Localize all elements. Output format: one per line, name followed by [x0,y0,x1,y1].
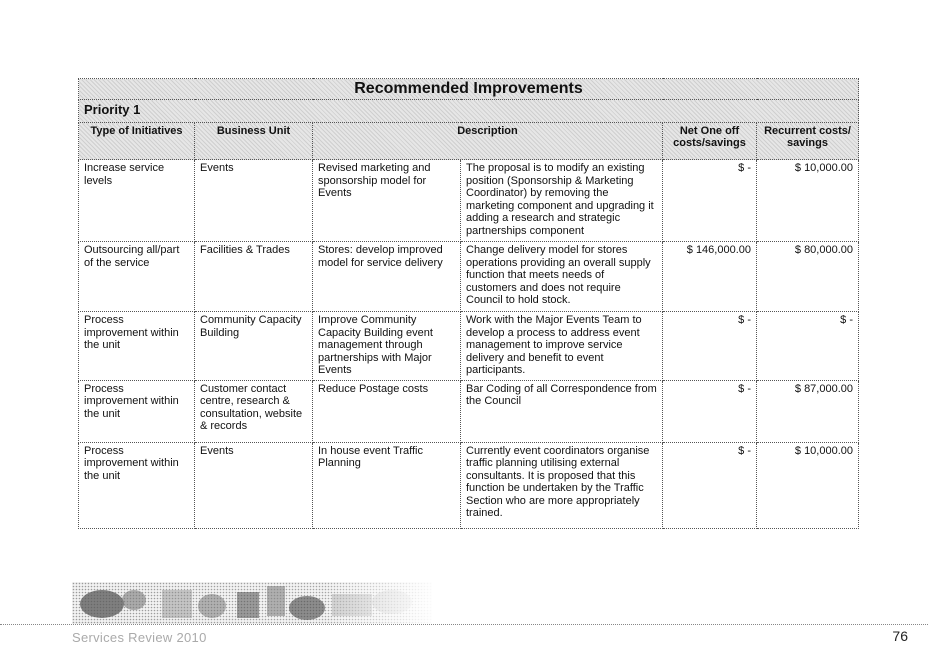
detail-cell: Bar Coding of all Correspondence from the Council [461,380,663,442]
detail-cell: The proposal is to modify an existing position (Sponsorship & Marketing Coordinator) by removing the marketing component and upgrading it adding a research and strategic partnerships component [461,160,663,242]
table-title: Recommended Improvements [79,79,859,100]
net-cost-cell: $ - [663,380,757,442]
header-net-one-off: Net One off costs/savings [663,123,757,160]
business-unit-cell: Events [195,160,313,242]
summary-cell: Stores: develop improved model for service delivery [313,242,461,312]
net-cost-cell: $ - [663,442,757,528]
detail-cell: Change delivery model for stores operations providing an overall supply function that meets needs of customers and does not require Council to hold stock. [461,242,663,312]
header-description: Description [313,123,663,160]
type-cell: Process improvement within the unit [79,312,195,381]
table-row [79,242,859,312]
table-row [79,160,859,242]
recurrent-cost-cell: $ 10,000.00 [757,442,859,528]
footer-divider [0,624,928,625]
recurrent-cost-cell: $ 80,000.00 [757,242,859,312]
table-row [79,442,859,528]
business-unit-cell: Events [195,442,313,528]
recommended-improvements-table [78,78,859,529]
type-cell: Process improvement within the unit [79,442,195,528]
net-cost-cell: $ 146,000.00 [663,242,757,312]
type-cell: Increase service levels [79,160,195,242]
business-unit-cell: Facilities & Trades [195,242,313,312]
summary-cell: In house event Traffic Planning [313,442,461,528]
recurrent-cost-cell: $ 10,000.00 [757,160,859,242]
type-cell: Process improvement within the unit [79,380,195,442]
header-recurrent: Recurrent costs/ savings [757,123,859,160]
table-row [79,380,859,442]
summary-cell: Reduce Postage costs [313,380,461,442]
detail-cell: Currently event coordinators organise traffic planning utilising external consultants. It is proposed that this function be undertaken by the Traffic Section who are more appropriately trained. [461,442,663,528]
footer-title: Services Review 2010 [72,630,207,645]
detail-cell: Work with the Major Events Team to develop a process to address event management to improve service delivery and benefit to event participants. [461,312,663,381]
header-type: Type of Initiatives [79,123,195,160]
net-cost-cell: $ - [663,160,757,242]
page-number: 76 [892,628,908,644]
business-unit-cell: Community Capacity Building [195,312,313,381]
net-cost-cell: $ - [663,312,757,381]
type-cell: Outsourcing all/part of the service [79,242,195,312]
summary-cell: Revised marketing and sponsorship model for Events [313,160,461,242]
photo-collage-banner-icon [72,582,432,624]
header-business-unit: Business Unit [195,123,313,160]
recurrent-cost-cell: $ - [757,312,859,381]
priority-heading: Priority 1 [79,100,859,123]
business-unit-cell: Customer contact centre, research & consultation, website & records [195,380,313,442]
summary-cell: Improve Community Capacity Building event management through partnerships with Major Events [313,312,461,381]
recurrent-cost-cell: $ 87,000.00 [757,380,859,442]
table-row [79,312,859,381]
